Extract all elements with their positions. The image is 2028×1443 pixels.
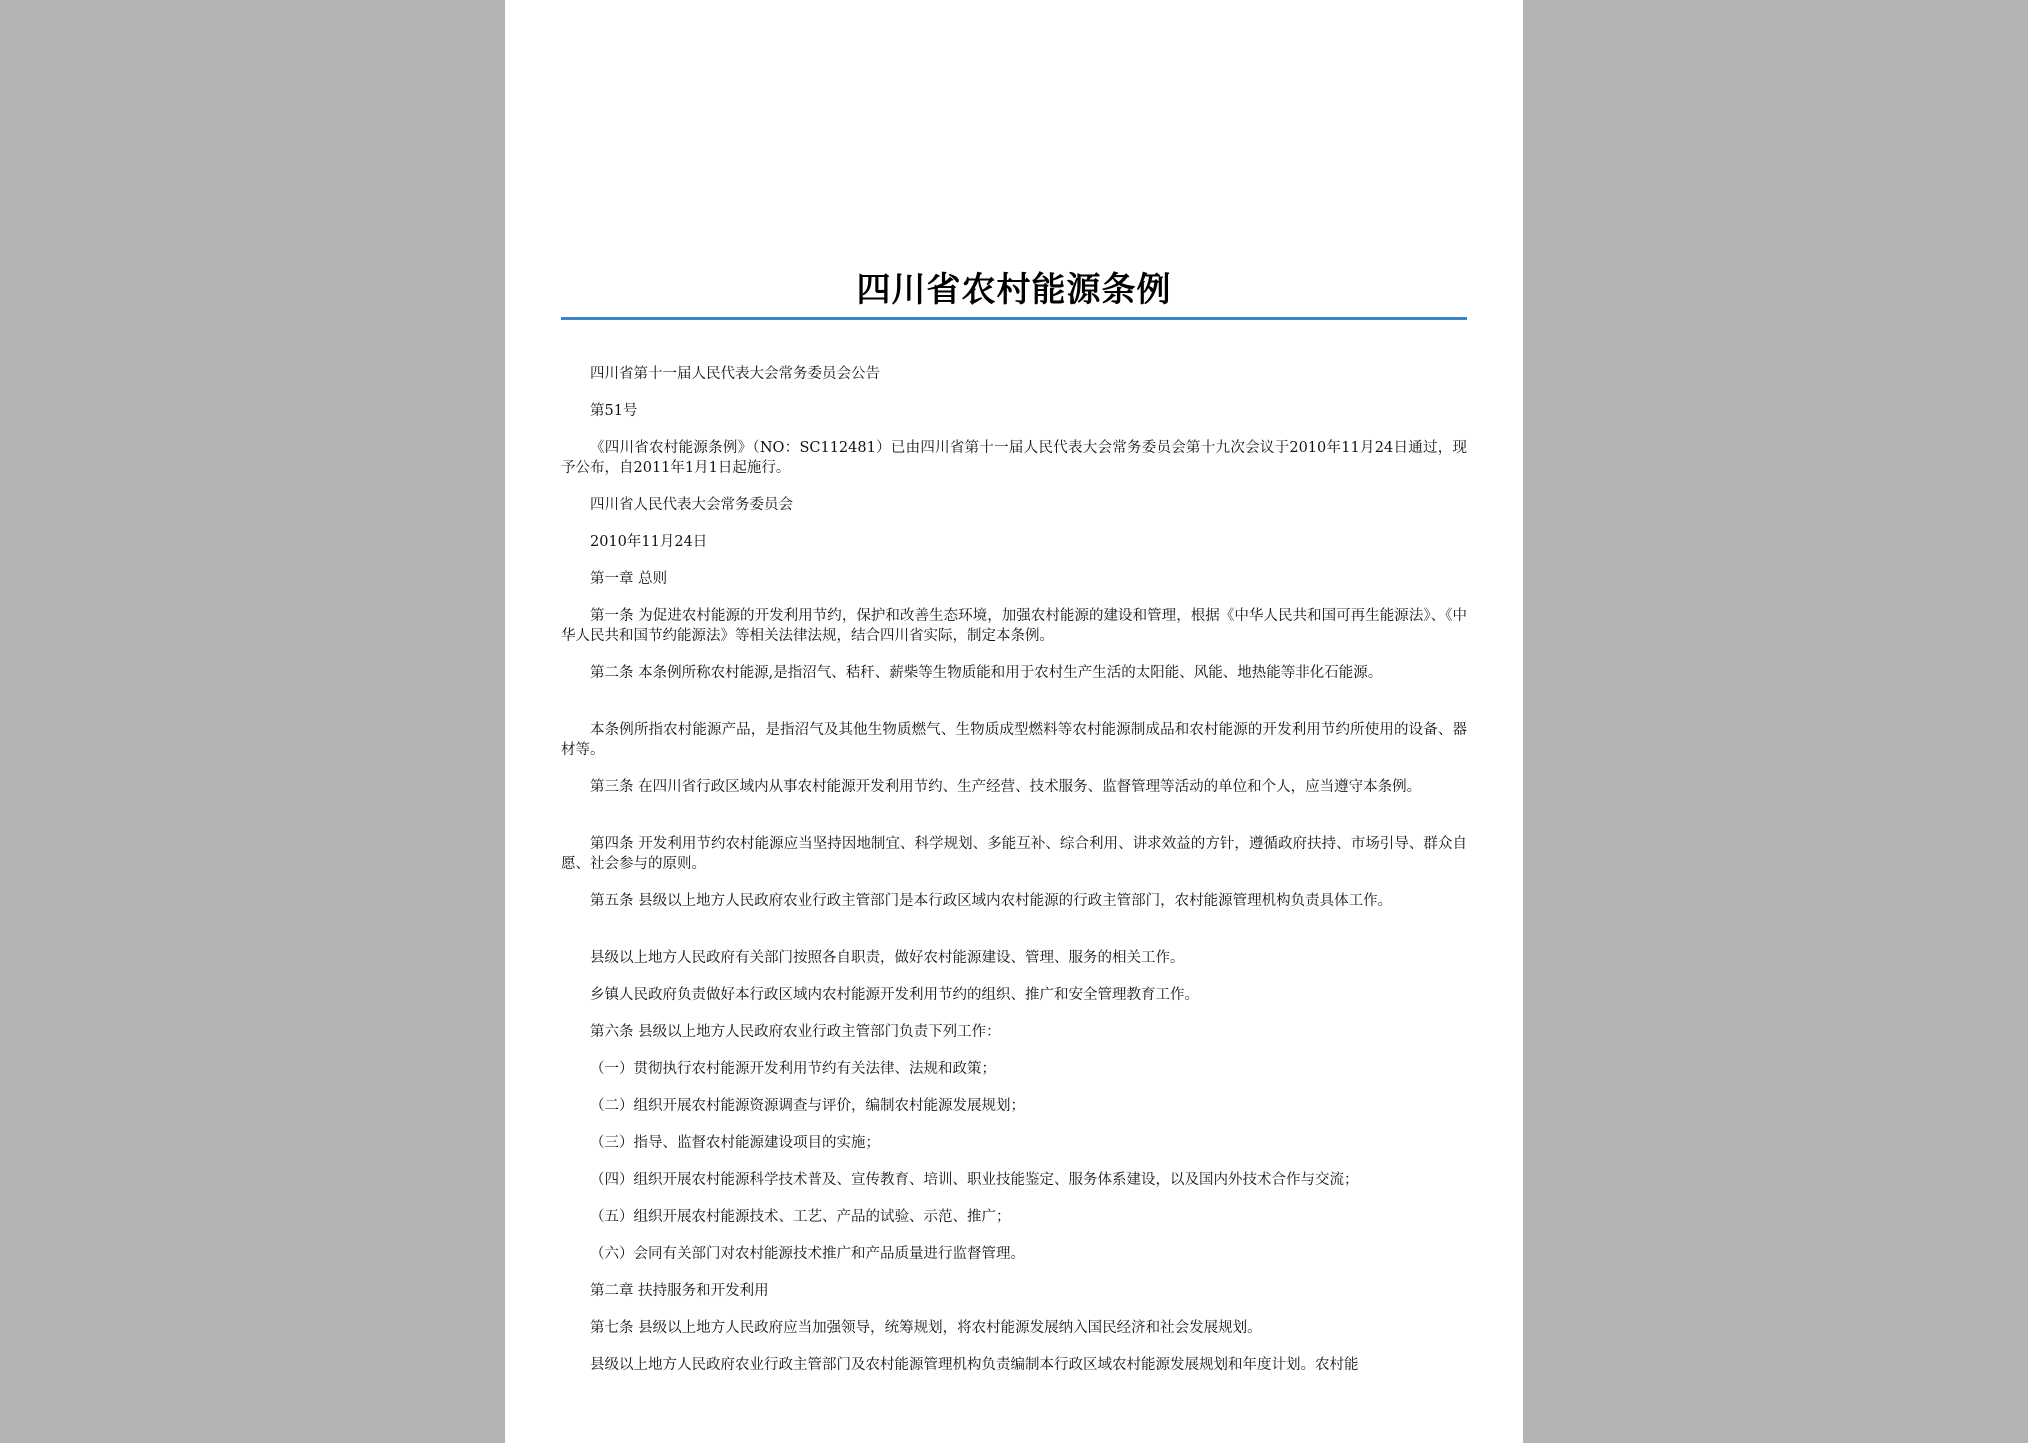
article-paragraph: 第四条 开发利用节约农村能源应当坚持因地制宜、科学规划、多能互补、综合利用、讲求效益的方针，遵循政府扶持、市场引导、群众自愿、社会参与的原则。	[561, 836, 1467, 872]
document-title: 四川省农村能源条例	[856, 270, 1172, 310]
document-page	[505, 0, 1523, 1443]
article-paragraph: 第六条 县级以上地方人民政府农业行政主管部门负责下列工作：	[590, 1024, 1001, 1040]
article-paragraph: 本条例所指农村能源产品，是指沼气及其他生物质燃气、生物质成型燃料等农村能源制成品和农村能源的开发利用节约所使用的设备、器材等。	[561, 722, 1467, 758]
list-item: （三）指导、监督农村能源建设项目的实施；	[590, 1135, 880, 1151]
article-paragraph: 第七条 县级以上地方人民政府应当加强领导，统筹规划，将农村能源发展纳入国民经济和社会发展规划。	[590, 1320, 1262, 1336]
article-paragraph: 第二条 本条例所称农村能源,是指沼气、秸秆、薪柴等生物质能和用于农村生产生活的太阳能、风能、地热能等非化石能源。	[590, 665, 1383, 681]
article-paragraph: 县级以上地方人民政府有关部门按照各自职责，做好农村能源建设、管理、服务的相关工作。	[590, 950, 1185, 966]
chapter-heading: 第二章 扶持服务和开发利用	[590, 1283, 769, 1299]
announcement-heading: 四川省第十一届人民代表大会常务委员会公告	[590, 366, 880, 382]
article-paragraph: 乡镇人民政府负责做好本行政区域内农村能源开发利用节约的组织、推广和安全管理教育工作。	[590, 987, 1199, 1003]
announcement-number: 第51号	[590, 403, 638, 419]
list-item: （五）组织开展农村能源技术、工艺、产品的试验、示范、推广；	[590, 1209, 1011, 1225]
article-paragraph: 第三条 在四川省行政区域内从事农村能源开发利用节约、生产经营、技术服务、监督管理等活动的单位和个人，应当遵守本条例。	[590, 779, 1422, 795]
list-item: （四）组织开展农村能源科学技术普及、宣传教育、培训、职业技能鉴定、服务体系建设，以及国内外技术合作与交流；	[590, 1172, 1359, 1188]
article-paragraph: 县级以上地方人民政府农业行政主管部门及农村能源管理机构负责编制本行政区域农村能源发展规划和年度计划。农村能	[590, 1357, 1359, 1373]
article-paragraph: 第一条 为促进农村能源的开发利用节约，保护和改善生态环境，加强农村能源的建设和管理，根据《中华人民共和国可再生能源法》、《中华人民共和国节约能源法》等相关法律法规，结合四川省实际，制定本条例。	[561, 608, 1467, 644]
list-item: （一）贯彻执行农村能源开发利用节约有关法律、法规和政策；	[590, 1061, 996, 1077]
article-paragraph: 第五条 县级以上地方人民政府农业行政主管部门是本行政区域内农村能源的行政主管部门，农村能源管理机构负责具体工作。	[590, 893, 1393, 909]
issuing-authority: 四川省人民代表大会常务委员会	[590, 497, 793, 513]
list-item: （二）组织开展农村能源资源调查与评价，编制农村能源发展规划；	[590, 1098, 1025, 1114]
title-divider	[561, 317, 1467, 320]
list-item: （六）会同有关部门对农村能源技术推广和产品质量进行监督管理。	[590, 1246, 1025, 1262]
chapter-heading: 第一章 总则	[590, 571, 668, 587]
promulgation-text: 《四川省农村能源条例》（NO：SC112481）已由四川省第十一届人民代表大会常务委员会第十九次会议于2010年11月24日通过，现予公布，自2011年1月1日起施行。	[561, 440, 1467, 476]
issue-date: 2010年11月24日	[590, 534, 708, 550]
